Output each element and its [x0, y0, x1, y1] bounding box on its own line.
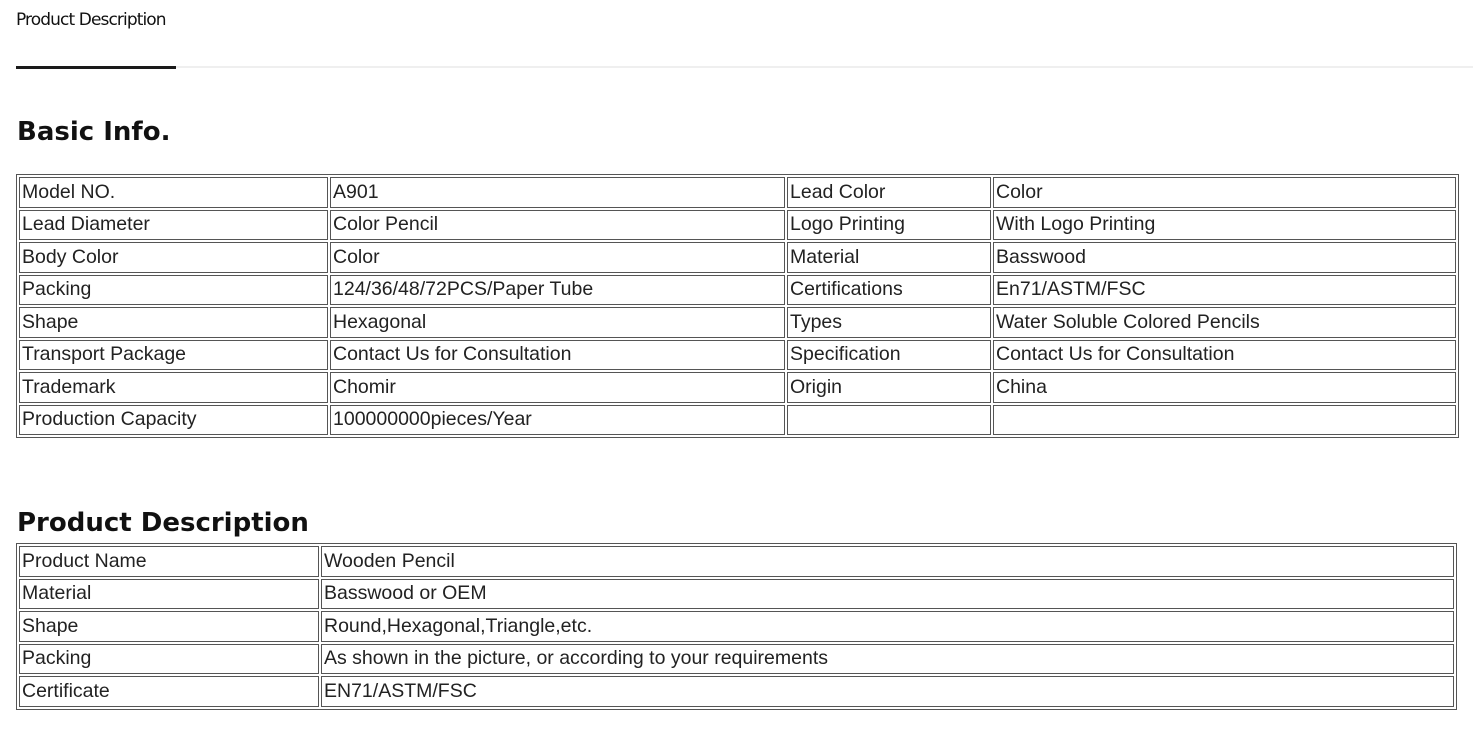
attribute-value: Color Pencil — [330, 210, 785, 241]
attribute-label: Body Color — [19, 242, 328, 273]
attribute-value: Chomir — [330, 372, 785, 403]
attribute-label: Transport Package — [19, 340, 328, 371]
table-row — [19, 242, 1456, 273]
attribute-label: Trademark — [19, 372, 328, 403]
attribute-label — [787, 405, 991, 436]
attribute-label: Product Name — [19, 546, 319, 577]
tab-bar-divider — [16, 66, 1473, 68]
table-row — [19, 372, 1456, 403]
table-row — [19, 405, 1456, 436]
table-row — [19, 307, 1456, 338]
attribute-label: Packing — [19, 644, 319, 675]
attribute-label: Shape — [19, 611, 319, 642]
active-tab-indicator — [16, 66, 176, 69]
attribute-value: As shown in the picture, or according to your requirements — [321, 644, 1454, 675]
attribute-label: Types — [787, 307, 991, 338]
table-row — [19, 644, 1454, 675]
attribute-value: EN71/ASTM/FSC — [321, 676, 1454, 707]
attribute-value: 100000000pieces/Year — [330, 405, 785, 436]
attribute-value — [993, 405, 1456, 436]
attribute-value: With Logo Printing — [993, 210, 1456, 241]
attribute-label: Lead Diameter — [19, 210, 328, 241]
attribute-label: Origin — [787, 372, 991, 403]
attribute-label: Logo Printing — [787, 210, 991, 241]
attribute-label: Model NO. — [19, 177, 328, 208]
attribute-value: Color — [993, 177, 1456, 208]
attribute-value: 124/36/48/72PCS/Paper Tube — [330, 275, 785, 306]
attribute-value: Contact Us for Consultation — [993, 340, 1456, 371]
basic-info-heading: Basic Info. — [17, 117, 171, 147]
attribute-value: A901 — [330, 177, 785, 208]
attribute-value: Hexagonal — [330, 307, 785, 338]
attribute-label: Certificate — [19, 676, 319, 707]
basic-info-table — [16, 174, 1459, 438]
product-description-table — [16, 543, 1457, 710]
attribute-value: Wooden Pencil — [321, 546, 1454, 577]
table-row — [19, 275, 1456, 306]
table-row — [19, 546, 1454, 577]
attribute-value: Water Soluble Colored Pencils — [993, 307, 1456, 338]
table-row — [19, 676, 1454, 707]
attribute-label: Lead Color — [787, 177, 991, 208]
attribute-label: Production Capacity — [19, 405, 328, 436]
tab-label: Product Description — [16, 10, 166, 30]
table-row — [19, 579, 1454, 610]
attribute-value: Color — [330, 242, 785, 273]
attribute-label: Packing — [19, 275, 328, 306]
table-row — [19, 340, 1456, 371]
attribute-value: Basswood — [993, 242, 1456, 273]
table-row — [19, 611, 1454, 642]
tab-product-description[interactable] — [16, 8, 176, 69]
attribute-label: Shape — [19, 307, 328, 338]
tab-bar — [0, 0, 1473, 69]
attribute-value: En71/ASTM/FSC — [993, 275, 1456, 306]
attribute-label: Specification — [787, 340, 991, 371]
attribute-value: Contact Us for Consultation — [330, 340, 785, 371]
table-row — [19, 210, 1456, 241]
attribute-label: Certifications — [787, 275, 991, 306]
table-row — [19, 177, 1456, 208]
product-description-heading: Product Description — [17, 508, 309, 538]
attribute-value: Round,Hexagonal,Triangle,etc. — [321, 611, 1454, 642]
attribute-value: China — [993, 372, 1456, 403]
attribute-label: Material — [19, 579, 319, 610]
attribute-label: Material — [787, 242, 991, 273]
attribute-value: Basswood or OEM — [321, 579, 1454, 610]
